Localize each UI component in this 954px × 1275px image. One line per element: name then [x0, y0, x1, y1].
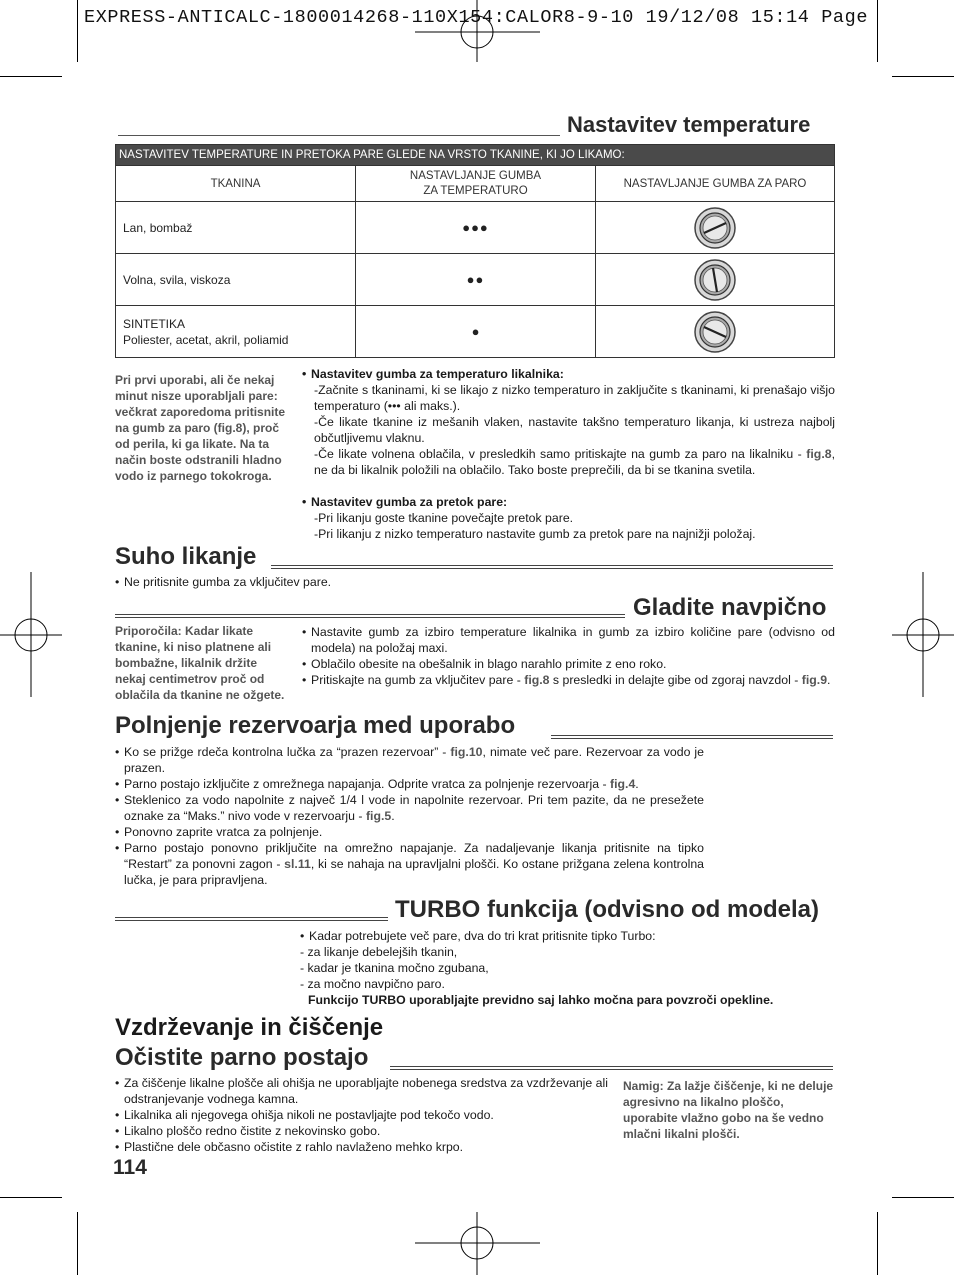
steam-dial-cell [596, 306, 835, 358]
side-note-first-use: Pri prvi uporabi, ali če nekaj minut nisze uporabljali pare: večkrat zaporedoma pritisnite na gumb za paro (fig.8), proč od perila, ki ga likate. Na ta način boste odstranili hladno vodo iz parnego tokokroga. [115, 373, 286, 483]
low-steam-dial-icon [693, 310, 737, 354]
list-item: • Parno postajo ponovno priključite na omrežno napajanje. Za nadaljevanje likanja pritisnite na tipko “Restart” za ponovni zagon - sl.11, ki se nahaja na upravljalni plošči. Ko ostane prižgana zelena kontrolna lučka, je para pripravljena. [115, 840, 704, 888]
print-slug: EXPRESS-ANTICALC-1800014268-110X154:CALOR8-9-10 19/12/08 15:14 Page [84, 7, 869, 28]
max-steam-dial-icon [693, 206, 737, 250]
side-note-tip: Namig: Za lažje čiščenje, ki ne deluje agresivno na likalno ploščo, uporabite vlažno gobo na še vedno mlačni likalni plošči. [623, 1079, 834, 1141]
list-item: • Steklenico za vodo napolnite z največ 1/4 l vode in napolnite rezervoar. Pri tem pazite, da ne presežete oznake za “Maks.” nivo vode v rezervoarju - fig.5. [115, 792, 704, 824]
turbo-warning: Funkcijo TURBO uporabljajte previdno saj lahko močna para povzroči opekline. [308, 993, 774, 1007]
page-number: 114 [113, 1156, 147, 1179]
fabric-cell: Volna, svila, viskoza [116, 254, 356, 306]
side-note-recommendation: Priporočila: Kadar likate tkanine, ki niso platnene ali bombažne, likalnik držite nekaj centimetrov proč od oblačila da tkanine ne ožgete. [115, 624, 285, 702]
section-title-vertical: Gladite navpično [633, 594, 827, 621]
heading-rule [118, 135, 560, 136]
list-item: • Za čiščenje likalne plošče ali ohišja ne uporabljajte nobenega sredstva za vzdrževanje ali odstranjevanje vodnega kamna. [115, 1075, 612, 1107]
steam-dial-cell [596, 254, 835, 306]
fabric-cell: SINTETIKA Poliester, acetat, akril, poliamid [116, 306, 356, 358]
registration-mark-bottom-icon [415, 1212, 540, 1275]
temperature-dots: ●●● [356, 202, 596, 254]
heading-rule [390, 1066, 833, 1070]
list-item: -Pri likanju z nizko temperaturo nastavite gumb za pretok pare na najnižji položaj. [314, 527, 756, 541]
list-item: - kadar je tkanina močno zgubana, [300, 961, 489, 975]
list-item: -Začnite s tkaninami, ki se likajo z nizko temperaturo in zaključite s tkaninami, ki prenašajo višjo temperaturo (••• ali maks.). [314, 383, 835, 413]
temperature-dots: ●● [356, 254, 596, 306]
temperature-instructions [302, 366, 835, 542]
heading-rule [115, 917, 388, 921]
temperature-table [115, 144, 835, 358]
temperature-dots: ● [356, 306, 596, 358]
registration-mark-left-icon [0, 572, 62, 697]
col-header-steam: NASTAVLJANJE GUMBA ZA PARO [596, 166, 835, 202]
col-header-temperature: NASTAVLJANJE GUMBA ZA TEMPERATURO [356, 166, 596, 202]
section-title-temperature: Nastavitev temperature [567, 112, 811, 137]
turbo-instructions [300, 928, 835, 1008]
heading-rule [271, 565, 833, 569]
heading-rule [115, 614, 625, 618]
list-item: • Oblačilo obesite na obešalnik in blago narahlo primite z eno roko. [302, 656, 835, 672]
vertical-instructions [302, 624, 835, 688]
list-item: - za likanje debelejših tkanin, [300, 945, 458, 959]
steam-heading: • Nastavitev gumba za pretok pare: [302, 494, 835, 510]
section-title-maintenance: Vzdrževanje in čiščenje [115, 1014, 384, 1041]
section-title-refill: Polnjenje rezervoarja med uporabo [115, 712, 516, 739]
list-item: • Likalnika ali njegovega ohišja nikoli ne postavljajte pod tekočo vodo. [115, 1107, 612, 1123]
list-item: • Kadar potrebujete več pare, dva do tri krat pritisnite tipko Turbo: [300, 928, 835, 944]
section-title-dry: Suho likanje [115, 543, 257, 570]
list-item: • Parno postajo izključite z omrežnega napajanja. Odprite vratca za polnjenje rezervoarja - fig.4. [115, 776, 704, 792]
section-title-turbo: TURBO funkcija (odvisno od modela) [395, 896, 820, 923]
list-item: -Pri likanju goste tkanine povečajte pretok pare. [314, 511, 574, 525]
list-item: -Če likate volnena oblačila, v presledkih samo pritiskajte na gumb za paro na likalniku - fig.8, ne da bi likalnik položili na oblačilo. Tako boste preprečili, da bi se tkanina svetila. [314, 447, 835, 477]
list-item: • Likalno ploščo redno čistite z nekovinsko gobo. [115, 1123, 612, 1139]
heading-rule [551, 735, 833, 739]
list-item: • Ko se prižge rdeča kontrolna lučka za “prazen rezervoar” - fig.10, nimate več pare. Rezervoar za vodo je prazen. [115, 744, 704, 776]
registration-mark-right-icon [892, 572, 954, 697]
list-item: - za močno navpično paro. [300, 977, 445, 991]
temp-heading: • Nastavitev gumba za temperaturo likalnika: [302, 366, 835, 382]
fabric-cell: Lan, bombaž [116, 202, 356, 254]
col-header-fabric: TKANINA [116, 166, 356, 202]
list-item: • Pritiskajte na gumb za vključitev pare - fig.8 s presledki in delajte gibe od zgoraj navzdol - fig.9. [302, 672, 835, 688]
table-caption: NASTAVITEV TEMPERATURE IN PRETOKA PARE GLEDE NA VRSTO TKANINE, KI JO LIKAMO: [116, 145, 835, 166]
table-row [116, 254, 835, 306]
list-item: • Plastične dele občasno očistite z rahlo navlaženo mehko krpo. [115, 1139, 612, 1155]
table-row [116, 306, 835, 358]
list-item: • Ponovno zaprite vratca za polnjenje. [115, 824, 704, 840]
list-item: • Nastavite gumb za izbiro temperature likalnika in gumb za izbiro količine pare (odvisno od modela) na položaj maxi. [302, 624, 835, 656]
list-item: -Če likate tkanine iz mešanih vlaken, nastavite takšno temperaturo likanja, ki ustreza najbolj občutljivemu vlaknu. [314, 415, 835, 445]
medium-steam-dial-icon [693, 258, 737, 302]
steam-dial-cell [596, 202, 835, 254]
table-row [116, 202, 835, 254]
refill-instructions [115, 744, 704, 888]
section-subtitle-clean: Očistite parno postajo [115, 1044, 369, 1071]
list-item: • Ne pritisnite gumba za vključitev pare. [115, 574, 331, 590]
maintenance-instructions [115, 1075, 612, 1155]
